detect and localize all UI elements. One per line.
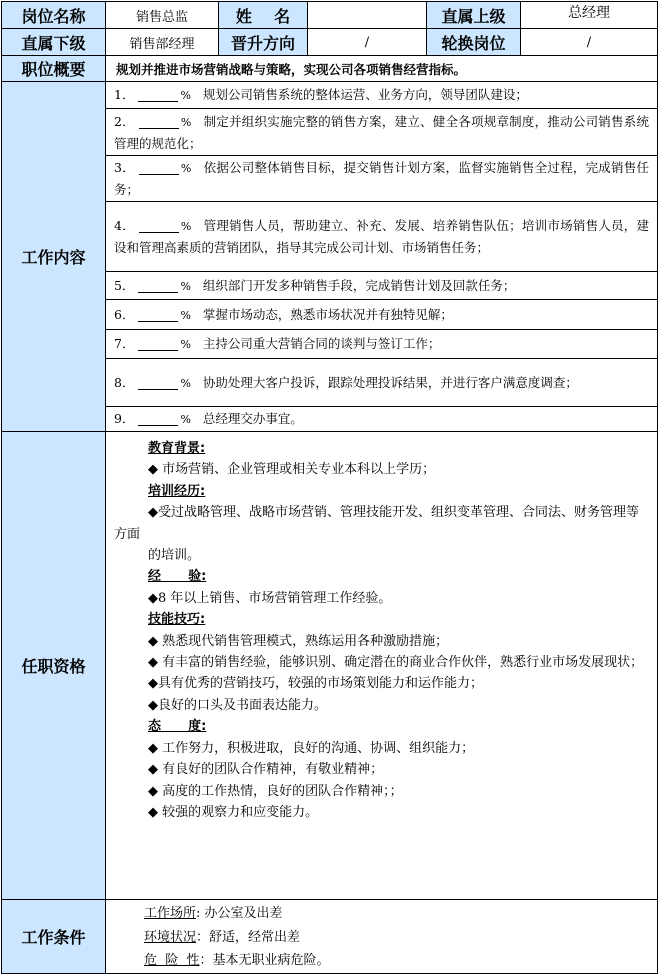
conditions-content [106,900,658,974]
duty-number: 7． [114,336,135,351]
duty-text: 依据公司整体销售目标，提交销售计划方案，监督实施销售全过程，完成销售任务； [114,160,649,197]
percent-sign: % [180,338,191,351]
experience-line: ◆8 年以上销售、市场营销管理工作经验。 [148,590,392,606]
hazard-key: 危 险 性 [144,953,200,968]
duties-label: 工作内容 [2,82,106,432]
percent-sign: % [180,115,192,129]
environment-value: ：舒适，经常出差 [196,929,301,945]
job-description-table [1,1,658,974]
workplace-key: 工作场所 [144,906,197,921]
summary-row [2,56,658,82]
duty-text: 掌握市场动态，熟悉市场状况并有独特见解； [202,306,453,322]
name-label: 姓 名 [219,2,308,29]
duty-item [106,272,658,300]
percent-sign: % [180,220,192,233]
conditions-row [2,900,658,974]
duty-text: 管理销售人员，帮助建立、补充、发展、培养销售队伍；培训市场销售人员，建设和管理高素质的营销团队，指导其完成公司计划、市场销售任务； [114,218,649,255]
environment-line [114,926,649,950]
duty-number: 3． [114,160,135,175]
workplace-value: : 办公室及出差 [196,906,283,921]
duty-number: 2． [114,113,135,129]
percent-sign: % [180,279,191,293]
summary-text: 规划并推进市场营销战略与策略，实现公司各项销售经营指标。 [106,56,658,82]
duty-item [106,82,658,109]
duty-number: 4． [114,218,135,233]
percent-blank [138,336,178,351]
duty-text: 协助处理大客户投诉，跟踪处理投诉结果，并进行客户满意度调查； [202,374,578,390]
duty-text: 规划公司销售系统的整体运营、业务方向，领导团队建设； [202,87,528,102]
duty-number: 5． [114,277,135,293]
qualifications-content [106,432,658,900]
attitude-line: ◆ 较强的观察力和应变能力。 [148,804,319,820]
percent-blank [138,87,178,102]
header-row-2 [2,29,658,56]
hazard-line [114,949,649,973]
position-label: 岗位名称 [2,2,106,29]
percent-blank [138,307,178,322]
superior-label: 直属上级 [427,2,521,29]
header-row-1 [2,2,658,29]
qualifications-row [2,432,658,900]
duty-item [106,156,658,202]
attitude-line: ◆ 工作努力，积极进取，良好的沟通、协调、组织能力； [148,740,475,756]
duty-item [106,109,658,156]
duty-text: 制定并组织实施完整的销售方案，建立、健全各项规章制度，推动公司销售系统管理的规范化； [114,113,649,151]
skills-line: ◆具有优秀的营销技巧，较强的市场策划能力和运作能力； [148,676,483,692]
attitude-heading: 态 度: [148,719,207,735]
percent-sign: % [180,376,191,390]
duty-text: 主持公司重大营销合同的谈判与签订工作； [202,336,441,351]
promotion-value: / [308,29,427,56]
duty-text: 总经理交办事宜。 [202,411,303,426]
percent-blank [139,160,179,175]
training-line: ◆受过战略管理、战略市场营销、管理技能开发、组织变革管理、合同法、财务管理等方面 [114,505,639,542]
conditions-label: 工作条件 [2,900,106,974]
training-line-cont: 的培训。 [148,548,201,564]
education-heading: 教育背景: [148,441,206,456]
duty-number: 1． [114,87,135,102]
skills-line: ◆ 熟悉现代销售管理模式，熟练运用各种激励措施； [148,633,449,649]
training-heading: 培训经历: [148,483,206,499]
attitude-line: ◆ 高度的工作热情，良好的团队合作精神；； [148,783,403,799]
subordinate-label: 直属下级 [2,29,106,56]
qualifications-label: 任职资格 [2,432,106,900]
duty-number: 6． [114,306,135,322]
attitude-line: ◆ 有良好的团队合作精神，有敬业精神； [148,762,384,778]
duty-item [106,330,658,359]
workplace-line [114,902,649,926]
duty-number: 9． [114,411,135,426]
percent-sign: % [180,413,191,426]
rotation-value: / [521,29,658,56]
superior-value: 总经理 [521,2,658,29]
duty-row [2,82,658,109]
name-value [308,2,427,29]
percent-sign: % [180,89,191,102]
percent-sign: % [180,308,191,322]
duty-item [106,202,658,272]
experience-heading: 经 验: [148,569,207,585]
skills-line: ◆良好的口头及书面表达能力。 [148,697,327,713]
duty-text: 组织部门开发多种销售手段，完成销售计划及回款任务； [202,277,516,293]
percent-sign: % [180,162,192,175]
skills-line: ◆ 有丰富的销售经验，能够识别、确定潜在的商业合作伙伴，熟悉行业市场发展现状； [148,655,644,671]
percent-blank [138,411,178,426]
duty-number: 8． [114,374,135,390]
position-value: 销售总监 [106,2,219,29]
rotation-label: 轮换岗位 [427,29,521,56]
promotion-label: 晋升方向 [219,29,308,56]
percent-blank [138,278,178,293]
duty-item [106,359,658,407]
subordinate-value: 销售部经理 [106,29,219,56]
summary-label: 职位概要 [2,56,106,82]
skills-heading: 技能技巧: [148,612,206,628]
percent-blank [139,218,179,233]
environment-key: 环境状况 [144,929,197,945]
percent-blank [139,114,179,129]
percent-blank [138,375,178,390]
education-line: ◆ 市场营销、企业管理或相关专业本科以上学历； [148,462,436,478]
duty-item [106,300,658,330]
hazard-value: ：基本无职业病危险。 [199,953,330,968]
duty-item [106,407,658,432]
